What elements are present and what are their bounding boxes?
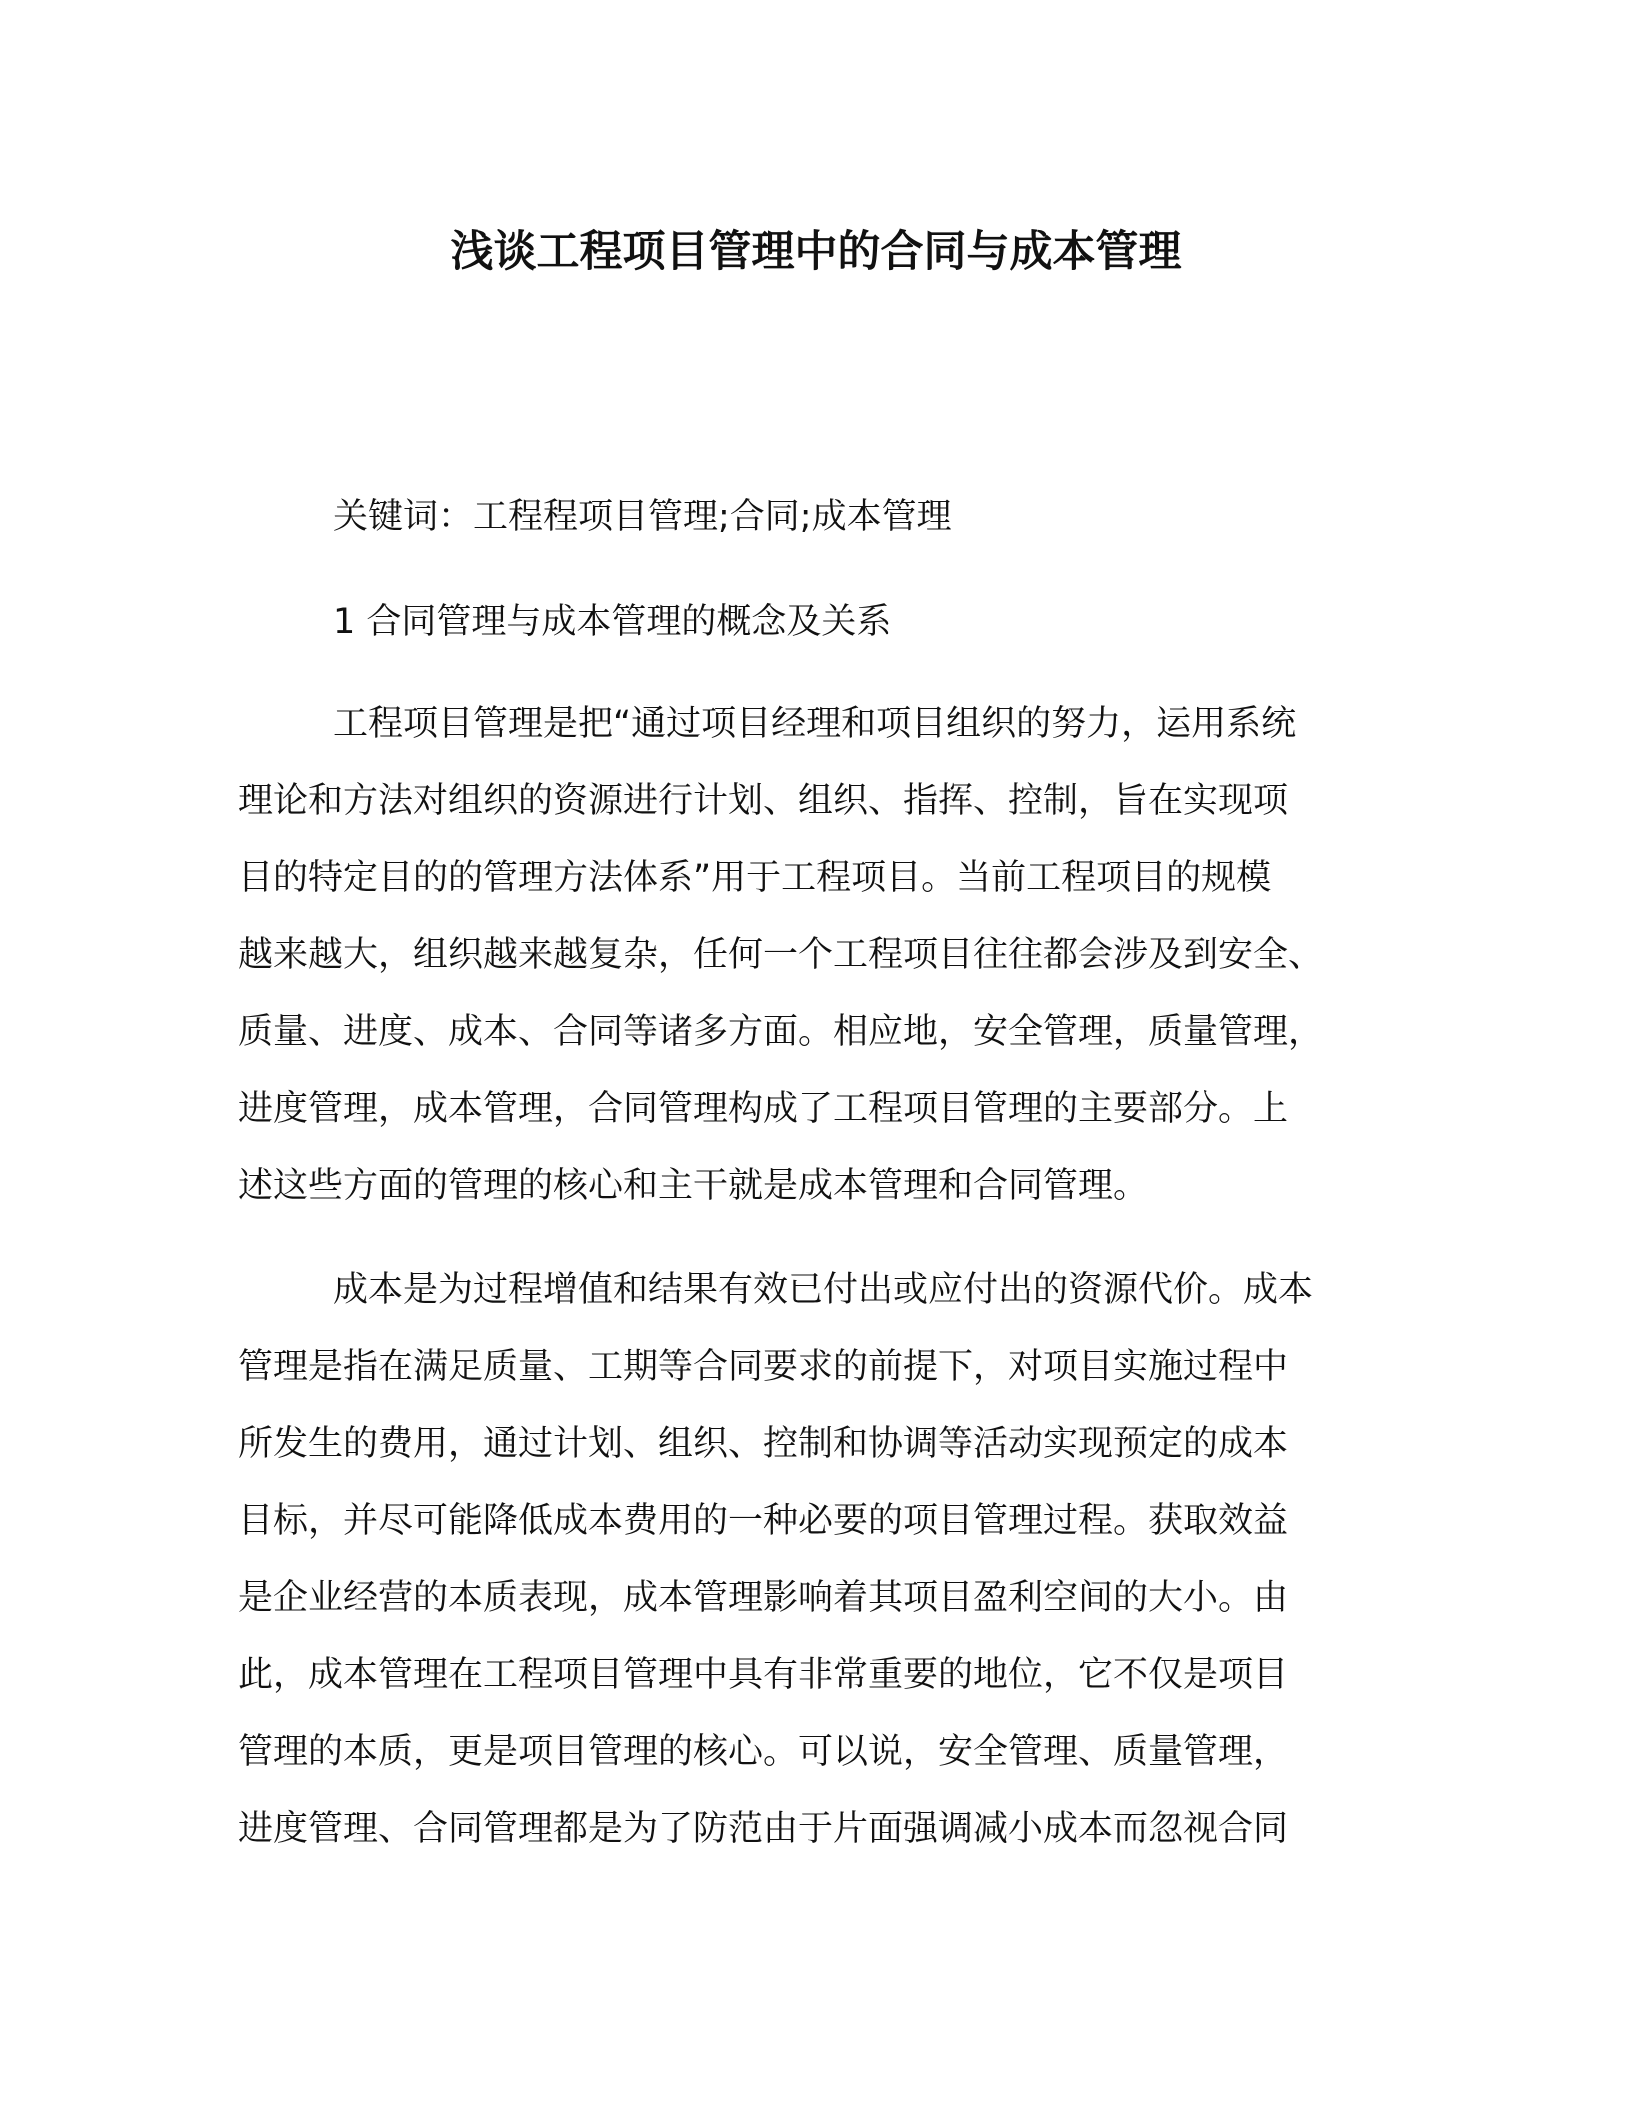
paragraph-line: 管理的本质，更是项目管理的核心。可以说，安全管理、质量管理， (238, 1732, 1289, 1772)
document-title: 浅谈工程项目管理中的合同与成本管理 (450, 227, 1182, 277)
paragraph-line: 此，成本管理在工程项目管理中具有非常重要的地位，它不仅是项目 (238, 1655, 1289, 1695)
paragraph-line: 成本是为过程增值和结果有效已付出或应付出的资源代价。成本 (333, 1270, 1314, 1310)
section-heading: 1 合同管理与成本管理的概念及关系 (333, 602, 892, 642)
keywords-line: 关键词：工程程项目管理;合同;成本管理 (333, 497, 952, 537)
paragraph-line: 目的特定目的的管理方法体系”用于工程项目。当前工程项目的规模 (238, 858, 1272, 898)
paragraph-line: 进度管理，成本管理，合同管理构成了工程项目管理的主要部分。上 (238, 1089, 1289, 1129)
paragraph-line: 是企业经营的本质表现，成本管理影响着其项目盈利空间的大小。由 (238, 1578, 1289, 1618)
paragraph-line: 工程项目管理是把“通过项目经理和项目组织的努力，运用系统 (333, 704, 1297, 744)
paragraph-line: 进度管理、合同管理都是为了防范由于片面强调减小成本而忽视合同 (238, 1809, 1289, 1849)
paragraph-line: 理论和方法对组织的资源进行计划、组织、指挥、控制，旨在实现项 (238, 781, 1289, 821)
paragraph-line: 述这些方面的管理的核心和主干就是成本管理和合同管理。 (238, 1166, 1149, 1206)
paragraph-line: 目标，并尽可能降低成本费用的一种必要的项目管理过程。获取效益 (238, 1501, 1289, 1541)
paragraph-line: 越来越大，组织越来越复杂，任何一个工程项目往往都会涉及到安全、 (238, 935, 1324, 975)
paragraph-line: 管理是指在满足质量、工期等合同要求的前提下，对项目实施过程中 (238, 1347, 1289, 1387)
paragraph-line: 质量、进度、成本、合同等诸多方面。相应地，安全管理，质量管理， (238, 1012, 1324, 1052)
paragraph-line: 所发生的费用，通过计划、组织、控制和协调等活动实现预定的成本 (238, 1424, 1289, 1464)
